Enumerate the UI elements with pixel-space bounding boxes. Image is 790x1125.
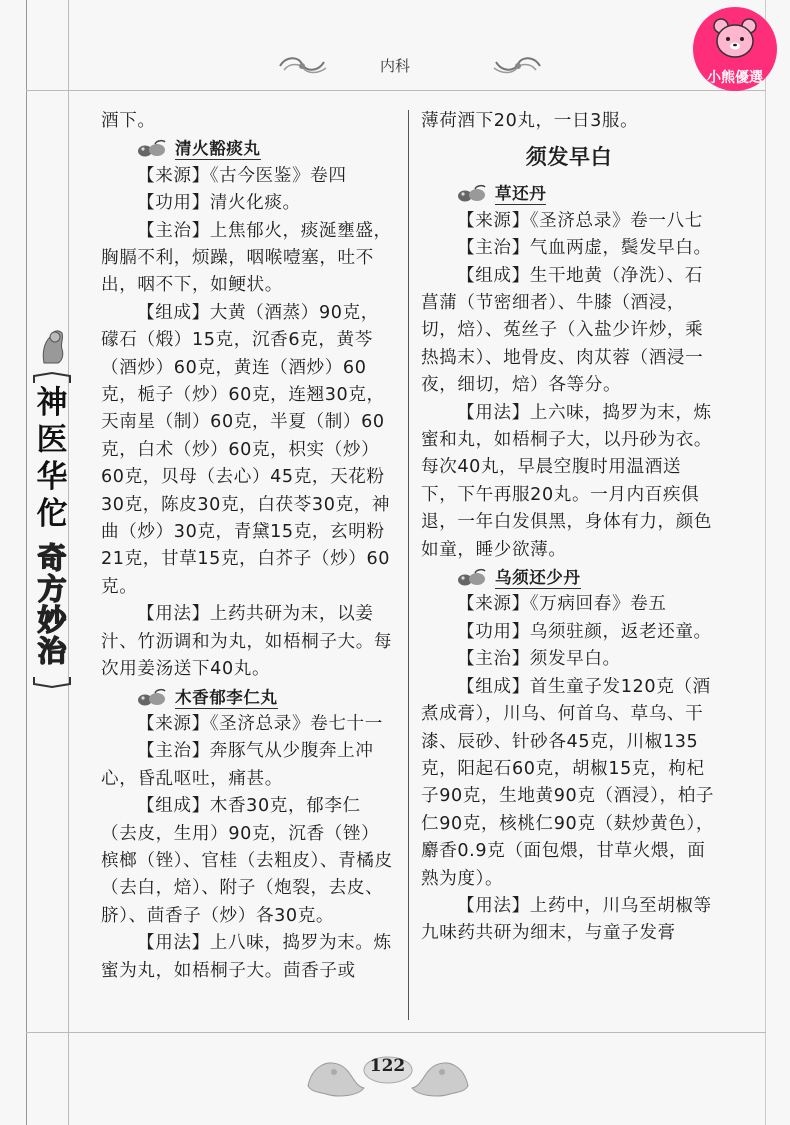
paragraph: 薄荷酒下20丸，一日3服。 — [421, 111, 639, 131]
formula-heading — [421, 564, 717, 591]
paragraph: 【用法】上八味，捣罗为末。炼蜜为丸，如梧桐子大。茴香子或 — [101, 933, 392, 981]
paragraph: 【功用】清火化痰。 — [137, 193, 301, 214]
paragraph: 【用法】上药共研为末，以姜汁、竹沥调和为丸，如梧桐子大。每次用姜汤送下40丸。 — [101, 604, 393, 680]
left-text-column — [101, 108, 397, 985]
book-subtitle: 奇方妙治 — [37, 541, 67, 668]
paragraph: 【主治】奔豚气从少腹奔上冲心，昏乱呕吐，痛甚。 — [101, 741, 374, 789]
header-ornament-left — [278, 54, 328, 78]
section-title: 须发早白 — [525, 145, 613, 170]
header-rule — [26, 90, 766, 91]
paragraph: 【主治】上焦郁火，痰涎壅盛，胸膈不利，烦躁，咽喉噎塞，吐不出，咽不下，如鲠状。 — [101, 220, 392, 296]
sage-portrait-icon — [36, 325, 68, 365]
paragraph: 【组成】大黄（酒蒸）90克，礞石（煅）15克，沉香6克，黄芩（酒炒）60克，黄连（酒炒）60克，栀子（炒）60克，连翘30克，天南星（制）60克，半夏（制）60克，白术（炒）60克，枳实（炒）60克，贝母（去心）45克，天花粉30克，陈皮30克，白茯苓30克，神曲（炒）30克，青黛15克，玄明粉21克，甘草15克，白芥子（炒）60克。 — [101, 302, 391, 597]
paragraph: 【用法】上六味，捣罗为末，炼蜜和丸，如梧桐子大，以丹砂为衣。每次40丸，早晨空腹时用温酒送下，下午再服20丸。一月内百疾俱退，一年白发俱黑，身体有力，颜色如童，睡少欲薄。 — [421, 402, 713, 560]
right-text-column — [421, 108, 717, 948]
paragraph: 【来源】《古今医鉴》卷四 — [137, 165, 347, 186]
book-title: 神医华佗 — [36, 385, 68, 532]
gourd-icon — [457, 568, 489, 586]
formula-heading — [101, 684, 397, 711]
side-book-title — [34, 385, 70, 667]
footer-rule — [26, 1032, 766, 1033]
gourd-icon — [457, 184, 489, 202]
paragraph: 【来源】《万病回春》卷五 — [457, 594, 667, 615]
header-ornament-right — [492, 54, 542, 78]
gourd-icon — [137, 688, 169, 706]
page-border-left — [26, 0, 27, 1125]
page-number: 122 — [369, 1056, 406, 1076]
column-divider — [408, 110, 409, 1020]
formula-heading — [421, 180, 717, 207]
paragraph: 【组成】生干地黄（净洗）、石菖蒲（节密细者）、牛膝（酒浸，切，焙）、菟丝子（入盐少许炒，乘热捣末）、地骨皮、肉苁蓉（酒浸一夜，细切，焙）各等分。 — [421, 265, 704, 396]
formula-name: 草还丹 — [495, 184, 547, 204]
paragraph: 酒下。 — [101, 111, 156, 131]
side-bracket-top — [32, 372, 72, 384]
side-bracket-bottom — [32, 676, 72, 688]
formula-heading — [101, 135, 397, 162]
bear-icon — [712, 17, 758, 59]
gourd-icon — [137, 139, 169, 157]
paragraph: 【用法】上药中，川乌至胡椒等九味药共研为细末，与童子发膏 — [421, 895, 712, 944]
page-border-right — [765, 0, 766, 1125]
paragraph: 【来源】《圣济总录》卷一八七 — [457, 210, 703, 231]
badge-text: 小熊優選 — [707, 70, 763, 86]
formula-name: 木香郁李仁丸 — [175, 687, 278, 707]
formula-name: 乌须还少丹 — [495, 568, 581, 588]
paragraph: 【主治】气血两虚，鬓发早白。 — [457, 238, 712, 259]
paragraph: 【主治】须发早白。 — [457, 649, 621, 670]
paragraph: 【组成】木香30克，郁李仁（去皮，生用）90克，沉香（锉）槟榔（锉）、官桂（去粗皮）、青橘皮（去白，焙）、附子（炮裂，去皮、脐）、茴香子（炒）各30克。 — [101, 796, 393, 926]
paragraph: 【来源】《圣济总录》卷七十一 — [137, 713, 383, 734]
paragraph: 【组成】首生童子发120克（酒煮成膏），川乌、何首乌、草乌、干漆、辰砂、针砂各45克，川椒135克，阳起石60克，胡椒15克，枸杞子90克，生地黄90克（酒浸），柏子仁90克，核桃仁90克（麸炒黄色），麝香0.9克（面包煨，甘草火煨，面熟为度）。 — [421, 676, 715, 889]
formula-name: 清火豁痰丸 — [175, 139, 261, 159]
store-badge — [693, 7, 777, 91]
running-header: 内科 — [379, 57, 410, 75]
paragraph: 【功用】乌须驻颜，返老还童。 — [457, 621, 712, 642]
